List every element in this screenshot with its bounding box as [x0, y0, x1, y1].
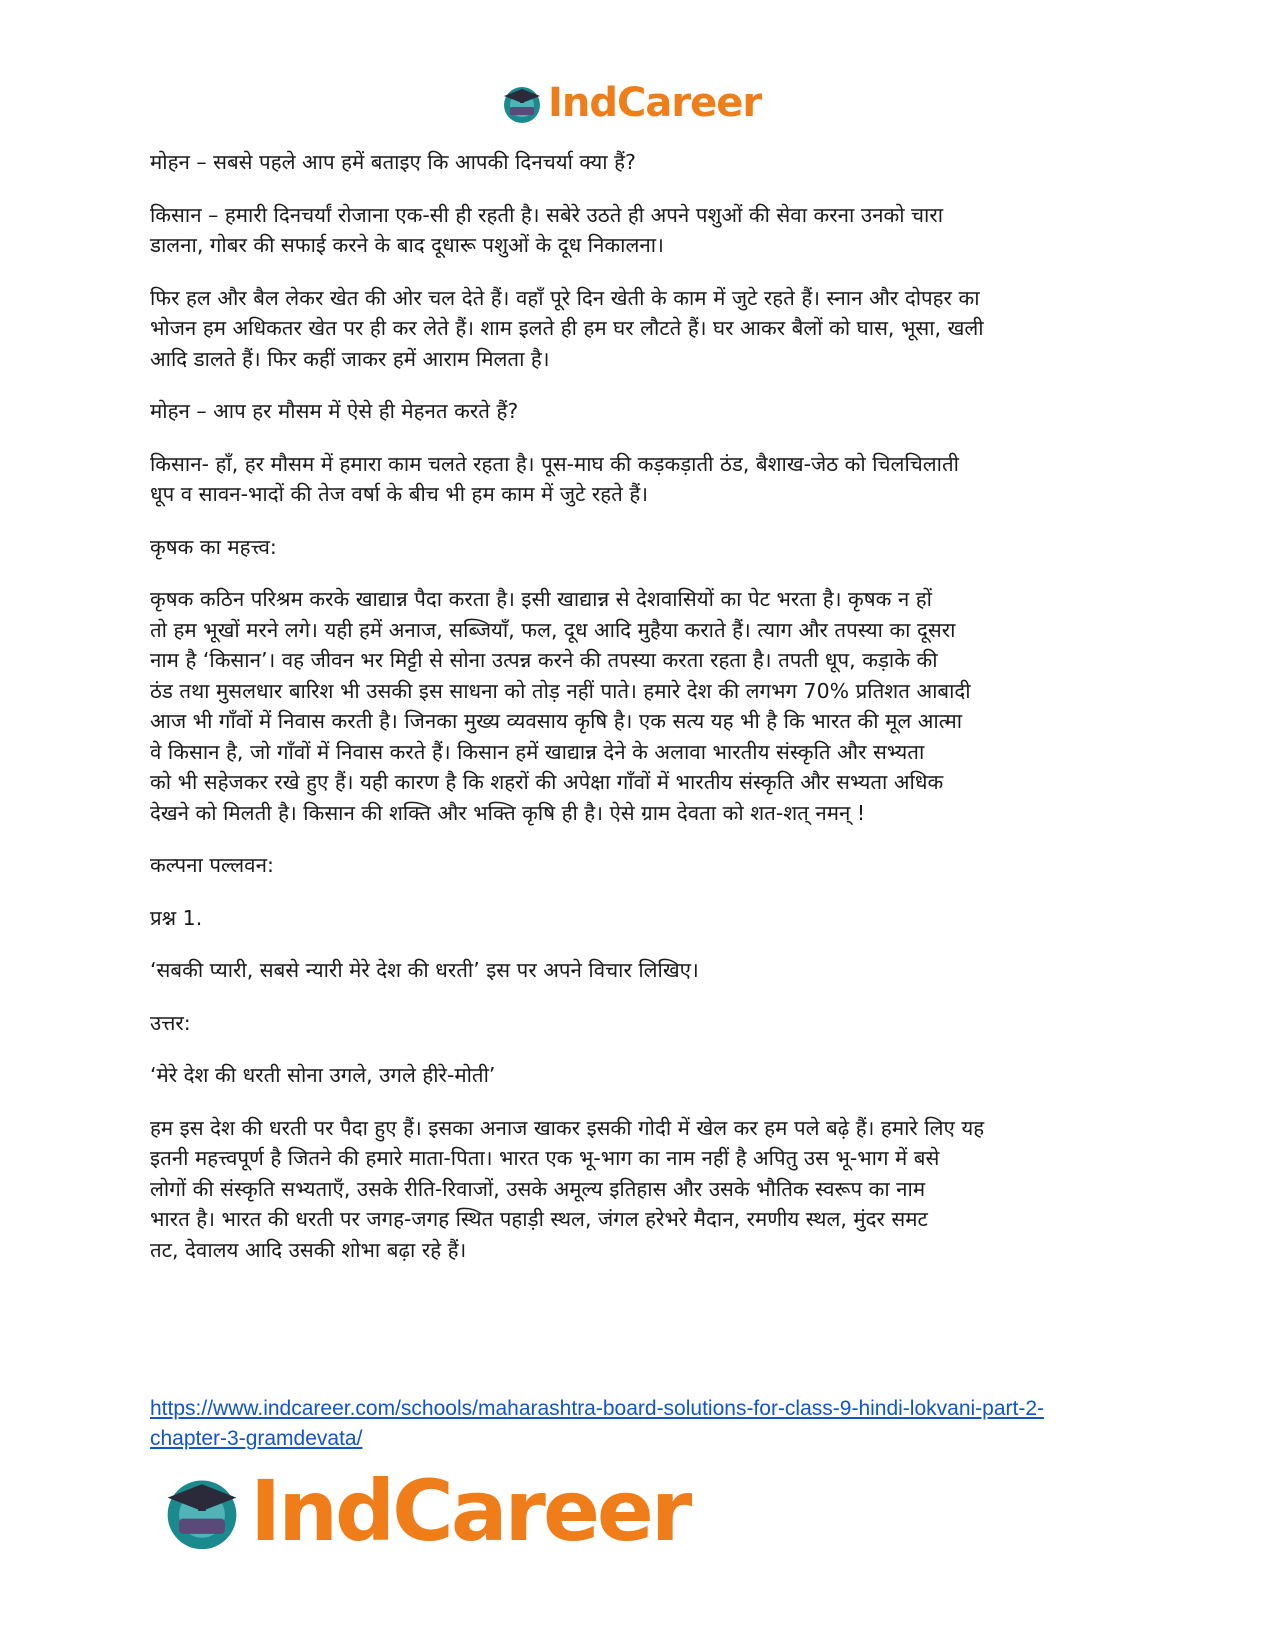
paragraph-1: मोहन – सबसे पहले आप हमें बताइए कि आपकी दिनचर्या क्या हैं?	[150, 150, 636, 174]
section-heading-importance: कृषक का महत्त्व:	[150, 534, 277, 559]
answer-label: उत्तर:	[150, 1010, 191, 1035]
paragraph-2: किसान – हमारी दिनचर्यां रोजाना एक-सी ही रहती है। सबेरे उठते ही अपने पशुओं की सेवा करना उनको चारा डालना, गोबर की सफाई करने के बाद दूधारू पशुओं के दूध निकालना।	[150, 202, 944, 257]
paragraph-4: मोहन – आप हर मौसम में ऐसे ही मेहनत करते हैं?	[150, 399, 519, 423]
graduation-cap-globe-icon	[500, 81, 544, 125]
document-body	[150, 147, 1130, 1287]
paragraph-3: फिर हल और बैल लेकर खेत की ओर चल देते हैं। वहाँ पूरे दिन खेती के काम में जुटे रहते हैं। स्नान और दोपहर का भोजन हम अधिकतर खेत पर ही कर लेते हैं। शाम इलते ही हम घर लौटते हैं। घर आकर बैलों को घास, भूसा, खली आदि डालते हैं। फिर कहीं जाकर हमें आराम मिलता है।	[150, 285, 984, 371]
footer-logo	[160, 1462, 689, 1560]
paragraph-5: किसान- हाँ, हर मौसम में हमारा काम चलते रहता है। पूस-माघ की कड़कड़ाती ठंड, बैशाख-जेठ को चिलचिलाती धूप व सावन-भादों की तेज वर्षा के बीच भी हम काम में जुटे रहते हैं।	[150, 451, 959, 506]
question-number: प्रश्न 1.	[150, 905, 203, 930]
section-heading-kalpana: कल्पना पल्लवन:	[150, 853, 274, 877]
footer-logo-text: IndCareer	[250, 1462, 690, 1560]
source-link[interactable]: https://www.indcareer.com/schools/maharashtra-board-solutions-for-class-9-hindi-lokvani-part-2- chapter-3-gramdevata/	[150, 1397, 1045, 1450]
answer-paragraph: हम इस देश की धरती पर पैदा हुए हैं। इसका अनाज खाकर इसकी गोदी में खेल कर हम पले बढ़े हैं। हमारे लिए यह इतनी महत्त्वपूर्ण है जितने की हमारे माता-पिता। भारत एक भू-भाग का नाम नहीं है अपितु उस भू-भाग में बसे लोगों की संस्कृति सभ्यताएँ, उसके रीति-रिवाजों, उसके अमूल्य इतिहास और उसके भौतिक स्वरूप का नाम भारत है। भारत की धरती पर जगह-जगह स्थित पहाड़ी स्थल, जंगल हरेभरे मैदान, रमणीय स्थल, मुंदर समट तट, देवालय आदि उसकी शोभा बढ़ा रहे हैं।	[150, 1115, 985, 1262]
graduation-cap-globe-icon	[160, 1469, 244, 1553]
header-logo	[500, 80, 761, 126]
answer-quote: ‘मेरे देश की धरती सोना उगले, उगले हीरे-मोती’	[150, 1063, 496, 1087]
paragraph-importance: कृषक कठिन परिश्रम करके खाद्यान्न पैदा करता है। इसी खाद्यान्न से देशवासियों का पेट भरता है। कृषक न हों तो हम भूखों मरने लगे। यही हमें अनाज, सब्जियाँ, फल, दूध आदि मुहैया कराते हैं। त्याग और तपस्या का दूसरा नाम है ‘किसान’। वह जीवन भर मिट्टी से सोना उत्पन्न करने की तपस्या करता रहता है। तपती धूप, कड़ाके की ठंड तथा मुसलधार बारिश भी उसकी इस साधना को तोड़ नहीं पाते। हमारे देश की लगभग 70% प्रतिशत आबादी आज भी गाँवों में निवास करती है। जिनका मुख्य व्यवसाय कृषि है। एक सत्य यह भी है कि भारत की मूल आत्मा वे किसान है, जो गाँवों में निवास करते हैं। किसान हमें खाद्यान्न देने के अलावा भारतीय संस्कृति और सभ्यता को भी सहेजकर रखे हुए हैं। यही कारण है कि शहरों की अपेक्षा गाँवों में भारतीय संस्कृति और सभ्यता अधिक देखने को मिलती है। किसान की शक्ति और भक्ति कृषि ही है। ऐसे ग्राम देवता को शत-शत् नमन् !	[150, 587, 971, 825]
question-text: ‘सबकी प्यारी, सबसे न्यारी मेरे देश की धरती’ इस पर अपने विचार लिखिए।	[150, 958, 699, 982]
header-logo-text: IndCareer	[548, 80, 762, 126]
